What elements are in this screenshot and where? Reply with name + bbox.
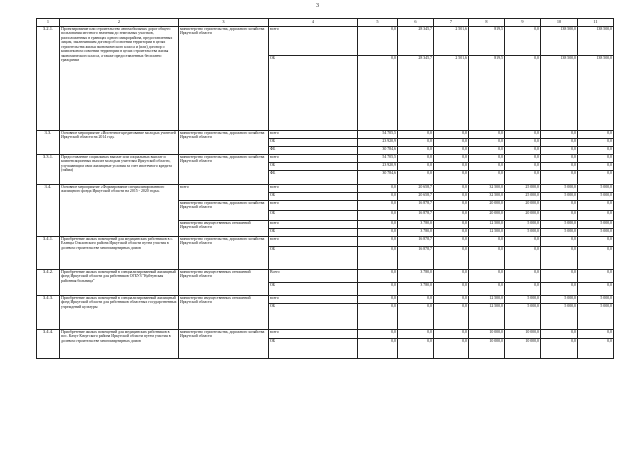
funding-source: всего	[269, 27, 358, 56]
executor: министерство строительства, дорожного хозяйства Иркутской области	[179, 201, 269, 221]
value-cell: 16 878,7	[398, 211, 434, 221]
value-cell: 3 780,0	[398, 229, 434, 237]
value-cell: 0,0	[398, 147, 434, 155]
row-index: 3.4.1.	[37, 237, 60, 270]
value-cell: 0,0	[505, 147, 541, 155]
value-cell: 0,0	[398, 330, 434, 339]
value-cell: 5 000,0	[541, 229, 578, 237]
header-cell: 1	[37, 19, 60, 27]
value-cell: 54 705,5	[358, 155, 398, 163]
value-cell: 138 500,0	[578, 56, 614, 131]
value-cell: 3 780,0	[398, 221, 434, 229]
table-row	[37, 270, 614, 283]
header-cell: 3	[179, 19, 269, 27]
value-cell: 0,0	[505, 56, 541, 131]
value-cell: 0,0	[541, 171, 578, 185]
value-cell: 20 658,7	[398, 193, 434, 201]
value-cell: 0,0	[398, 139, 434, 147]
value-cell: 0,0	[434, 193, 469, 201]
value-cell: 25 000,0	[505, 185, 541, 193]
value-cell: 0,0	[358, 211, 398, 221]
value-cell: 0,0	[434, 237, 469, 247]
funding-source: ОБ	[269, 163, 358, 171]
table-row	[37, 330, 614, 339]
table-row	[37, 131, 614, 139]
funding-source: всего	[269, 296, 358, 304]
value-cell: 0,0	[541, 201, 578, 211]
value-cell: 0,0	[358, 283, 398, 296]
table-row	[37, 185, 614, 193]
value-cell: 20 000,0	[469, 211, 505, 221]
value-cell: 10 000,0	[469, 339, 505, 359]
funding-source: всего	[269, 201, 358, 211]
value-cell: 0,0	[578, 270, 614, 283]
funding-source: всего	[269, 221, 358, 229]
value-cell: 0,0	[398, 296, 434, 304]
header-cell: 10	[541, 19, 578, 27]
value-cell: 3 780,0	[398, 283, 434, 296]
value-cell: 0,0	[541, 330, 578, 339]
value-cell: 0,0	[358, 201, 398, 211]
value-cell: 0,0	[434, 201, 469, 211]
measure-name: Приобретение жилых помещений в специализированный жилищный фонд Иркутской области для работников ОГБУЗ "Куйтунская районная больница"	[60, 270, 179, 296]
table-row	[37, 155, 614, 163]
executor: министерство строительства, дорожного хозяйства Иркутской области	[179, 330, 269, 359]
value-cell: 5 000,0	[578, 193, 614, 201]
value-cell: 2 501,6	[434, 27, 469, 56]
row-index: 3.4.3.	[37, 296, 60, 330]
value-cell: 16 878,7	[398, 201, 434, 211]
value-cell: 2 501,6	[434, 56, 469, 131]
value-cell: 819,5	[469, 56, 505, 131]
value-cell: 5 000,0	[541, 193, 578, 201]
value-cell: 138 500,0	[578, 27, 614, 56]
measure-name: Основное мероприятие «Ипотечное кредитование молодых учителей Иркутской области на 2014 год»	[60, 131, 179, 155]
funding-source: ФБ	[269, 147, 358, 155]
funding-source: всего	[269, 330, 358, 339]
funding-source: всего	[269, 185, 358, 193]
value-cell: 0,0	[434, 163, 469, 171]
measure-name: Приобретение жилых помещений для медицинских работников в пос. Качуг Качугского района Иркутской области путем участия в долевом строительстве многоквартирных домов	[60, 330, 179, 359]
value-cell: 25 000,0	[505, 193, 541, 201]
value-cell: 32 500,0	[469, 193, 505, 201]
table-row	[37, 27, 614, 56]
value-cell: 0,0	[434, 330, 469, 339]
value-cell: 0,0	[578, 283, 614, 296]
value-cell: 0,0	[358, 270, 398, 283]
value-cell: 0,0	[505, 27, 541, 56]
value-cell: 0,0	[434, 131, 469, 139]
row-index: 3.2.1.	[37, 27, 60, 131]
value-cell: 0,0	[578, 237, 614, 247]
executor: министерство имущественных отношений Иркутской области	[179, 270, 269, 296]
value-cell: 0,0	[541, 270, 578, 283]
value-cell: 0,0	[469, 247, 505, 270]
value-cell: 0,0	[358, 304, 398, 330]
table-row	[37, 237, 614, 247]
value-cell: 5 000,0	[578, 229, 614, 237]
value-cell: 0,0	[434, 229, 469, 237]
value-cell: 0,0	[541, 339, 578, 359]
value-cell: 5 000,0	[541, 296, 578, 304]
value-cell: 0,0	[358, 296, 398, 304]
value-cell: 0,0	[469, 163, 505, 171]
value-cell: 20 000,0	[469, 201, 505, 211]
value-cell: 0,0	[469, 155, 505, 163]
value-cell: 0,0	[469, 147, 505, 155]
header-cell: 4	[269, 19, 358, 27]
value-cell: 0,0	[358, 237, 398, 247]
value-cell: 0,0	[578, 147, 614, 155]
header-cell: 6	[398, 19, 434, 27]
value-cell: 16 878,7	[398, 237, 434, 247]
funding-source: ОБ	[269, 211, 358, 221]
funding-source: всего	[269, 155, 358, 163]
value-cell: 0,0	[541, 211, 578, 221]
header-cell: 8	[469, 19, 505, 27]
value-cell: 0,0	[434, 270, 469, 283]
value-cell: 5 000,0	[505, 221, 541, 229]
table-row	[37, 296, 614, 304]
value-cell: 20 658,7	[398, 185, 434, 193]
value-cell: 0,0	[398, 131, 434, 139]
value-cell: 0,0	[469, 237, 505, 247]
funding-source: ОБ	[269, 193, 358, 201]
value-cell: 10 000,0	[505, 330, 541, 339]
funding-source: ОБ	[269, 339, 358, 359]
value-cell: 5 000,0	[578, 296, 614, 304]
value-cell: 54 705,5	[358, 131, 398, 139]
header-cell: 2	[60, 19, 179, 27]
value-cell: 0,0	[505, 131, 541, 139]
value-cell: 30 784,6	[358, 171, 398, 185]
executor: министерство имущественных отношений Иркутской области	[179, 221, 269, 237]
value-cell: 12 500,0	[469, 221, 505, 229]
value-cell: 138 500,0	[541, 27, 578, 56]
value-cell: 5 000,0	[505, 304, 541, 330]
value-cell: 0,0	[541, 283, 578, 296]
value-cell: 0,0	[469, 131, 505, 139]
value-cell: 0,0	[578, 155, 614, 163]
value-cell: 0,0	[358, 221, 398, 229]
value-cell: 0,0	[358, 339, 398, 359]
value-cell: 0,0	[578, 201, 614, 211]
funding-source: ОБ	[269, 229, 358, 237]
value-cell: 0,0	[358, 229, 398, 237]
value-cell: 0,0	[434, 171, 469, 185]
value-cell: 20 000,0	[505, 211, 541, 221]
executor: министерство строительства, дорожного хозяйства Иркутской области	[179, 155, 269, 185]
measure-name: Приобретение жилых помещений для медицинских работников в с. Еланцы Ольхонского района Иркутской области путем участия в долевом строительстве многоквартирных домов	[60, 237, 179, 270]
value-cell: 0,0	[505, 283, 541, 296]
value-cell: 0,0	[358, 247, 398, 270]
value-cell: 23 920,9	[358, 139, 398, 147]
value-cell: 0,0	[578, 247, 614, 270]
value-cell: 0,0	[469, 171, 505, 185]
value-cell: 5 000,0	[578, 185, 614, 193]
value-cell: 0,0	[434, 283, 469, 296]
value-cell: 0,0	[358, 330, 398, 339]
value-cell: 0,0	[434, 247, 469, 270]
value-cell: 0,0	[578, 339, 614, 359]
funding-source: ОБ	[269, 247, 358, 270]
value-cell: 16 878,7	[398, 247, 434, 270]
measure-name: Предоставление социальных выплат или социальных выплат и компенсационных выплат молодым учителям Иркутской области, улучшающим свои жилищные условия за счет ипотечного кредита (займа)	[60, 155, 179, 185]
value-cell: 0,0	[434, 155, 469, 163]
value-cell: 0,0	[434, 185, 469, 193]
funding-source: ОБ	[269, 304, 358, 330]
value-cell: 5 000,0	[541, 304, 578, 330]
value-cell: 10 000,0	[469, 330, 505, 339]
value-cell: 138 500,0	[541, 56, 578, 131]
page-number: 3	[316, 3, 319, 9]
funding-source: ОБ	[269, 139, 358, 147]
value-cell: 0,0	[358, 56, 398, 131]
value-cell: 12 500,0	[469, 304, 505, 330]
value-cell: 20 000,0	[505, 201, 541, 211]
value-cell: 12 500,0	[469, 296, 505, 304]
value-cell: 0,0	[469, 270, 505, 283]
value-cell: 5 000,0	[578, 221, 614, 229]
value-cell: 5 000,0	[505, 296, 541, 304]
value-cell: 28 345,7	[398, 56, 434, 131]
funding-source: всего	[269, 237, 358, 247]
measure-name: Приобретение жилых помещений в специализированный жилищный фонд Иркутской области для работников областных государственных учреждений культуры	[60, 296, 179, 330]
value-cell: 0,0	[541, 247, 578, 270]
funding-source: ОБ	[269, 56, 358, 131]
executor: всего	[179, 185, 269, 201]
value-cell: 0,0	[578, 139, 614, 147]
value-cell: 0,0	[505, 163, 541, 171]
value-cell: 10 000,0	[505, 339, 541, 359]
value-cell: 0,0	[578, 131, 614, 139]
value-cell: 0,0	[505, 171, 541, 185]
value-cell: 0,0	[434, 211, 469, 221]
header-row	[37, 19, 614, 27]
header-cell: 7	[434, 19, 469, 27]
value-cell: 5 000,0	[541, 185, 578, 193]
value-cell: 3 780,0	[398, 270, 434, 283]
value-cell: 0,0	[541, 131, 578, 139]
value-cell: 0,0	[358, 193, 398, 201]
value-cell: 0,0	[541, 139, 578, 147]
funding-source: Всего	[269, 270, 358, 283]
value-cell: 0,0	[578, 211, 614, 221]
value-cell: 0,0	[505, 139, 541, 147]
row-index: 3.3.	[37, 131, 60, 155]
value-cell: 0,0	[541, 147, 578, 155]
header-cell: 9	[505, 19, 541, 27]
value-cell: 819,5	[469, 27, 505, 56]
value-cell: 0,0	[541, 163, 578, 171]
row-index: 3.4.2.	[37, 270, 60, 296]
value-cell: 32 500,0	[469, 185, 505, 193]
value-cell: 0,0	[505, 237, 541, 247]
value-cell: 0,0	[358, 185, 398, 193]
value-cell: 0,0	[434, 304, 469, 330]
value-cell: 0,0	[434, 221, 469, 229]
value-cell: 0,0	[469, 283, 505, 296]
value-cell: 30 784,6	[358, 147, 398, 155]
funding-source: ФБ	[269, 171, 358, 185]
value-cell: 0,0	[578, 171, 614, 185]
row-index: 3.3.1.	[37, 155, 60, 185]
value-cell: 0,0	[434, 139, 469, 147]
executor: министерство строительства, дорожного хозяйства Иркутской области	[179, 131, 269, 155]
value-cell: 0,0	[434, 296, 469, 304]
funding-source: всего	[269, 131, 358, 139]
executor: министерство строительства, дорожного хозяйства Иркутской области	[179, 27, 269, 131]
value-cell: 0,0	[398, 163, 434, 171]
value-cell: 0,0	[505, 155, 541, 163]
header-cell: 11	[578, 19, 614, 27]
value-cell: 0,0	[434, 147, 469, 155]
value-cell: 0,0	[541, 155, 578, 163]
value-cell: 0,0	[358, 27, 398, 56]
executor: министерство имущественных отношений Иркутской области	[179, 296, 269, 330]
value-cell: 23 920,9	[358, 163, 398, 171]
funding-source: ОБ	[269, 283, 358, 296]
value-cell: 5 000,0	[505, 229, 541, 237]
value-cell: 5 000,0	[578, 304, 614, 330]
row-index: 3.4.	[37, 185, 60, 237]
value-cell: 0,0	[505, 270, 541, 283]
value-cell: 0,0	[398, 304, 434, 330]
value-cell: 5 000,0	[541, 221, 578, 229]
value-cell: 0,0	[541, 237, 578, 247]
header-cell: 5	[358, 19, 398, 27]
measure-name: Основное мероприятие «Формирование специализированного жилищного фонда Иркутской области на 2015 - 2020 годы»	[60, 185, 179, 237]
value-cell: 0,0	[505, 247, 541, 270]
value-cell: 0,0	[398, 171, 434, 185]
value-cell: 0,0	[469, 139, 505, 147]
value-cell: 0,0	[398, 339, 434, 359]
value-cell: 12 500,0	[469, 229, 505, 237]
value-cell: 0,0	[578, 330, 614, 339]
value-cell: 0,0	[578, 163, 614, 171]
measure-name: Проектирование или строительство автомобильных дорог общего пользования местного значения до земельных участков, расположенных в границах одного микрорайона, предоставленных лицам, заключившим договор об освоении территории в целях строительства жилья экономического класса и (или) договор о комплексном освоении территории в целях строительства жилья экономического класса, а также предоставленных бесплатно гражданам	[60, 27, 179, 131]
value-cell: 28 345,7	[398, 27, 434, 56]
row-index: 3.4.4.	[37, 330, 60, 359]
value-cell: 0,0	[434, 339, 469, 359]
value-cell: 0,0	[398, 155, 434, 163]
executor: министерство строительства, дорожного хозяйства Иркутской области	[179, 237, 269, 270]
budget-table	[36, 18, 614, 359]
